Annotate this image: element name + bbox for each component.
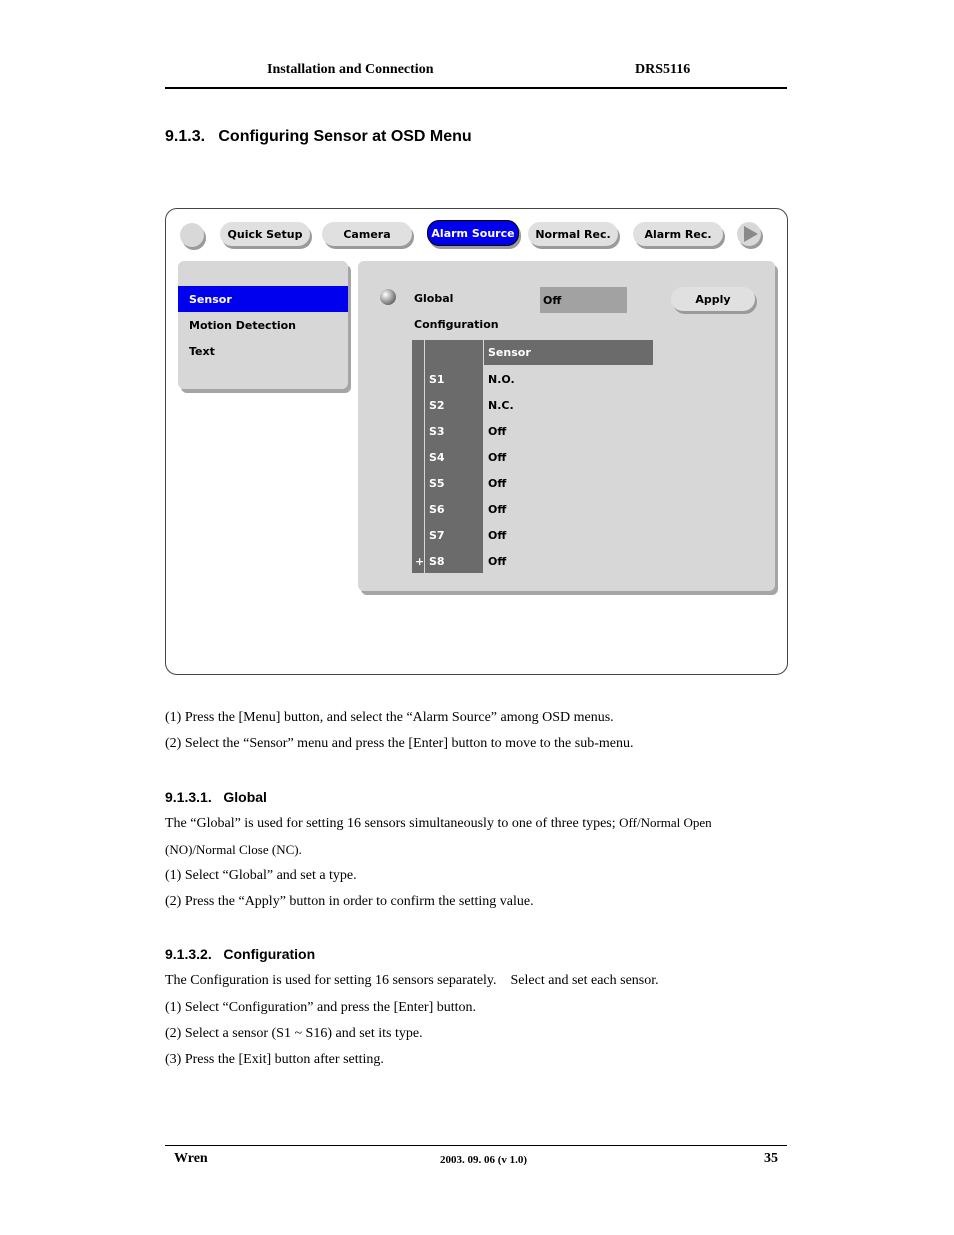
tab-alarm-source[interactable]: Alarm Source bbox=[427, 220, 519, 246]
table-row-s8-id[interactable]: S8 bbox=[429, 554, 445, 568]
sensor-panel bbox=[358, 261, 775, 591]
table-row-s1-id[interactable]: S1 bbox=[429, 372, 445, 386]
sensor-table bbox=[412, 340, 653, 573]
configuration-description: The Configuration is used for setting 16 sensors separately. Select and set each sensor. bbox=[165, 973, 659, 988]
table-row-s3-id[interactable]: S3 bbox=[429, 424, 445, 438]
footer-rule bbox=[165, 1145, 787, 1146]
table-row-s2-value[interactable]: N.C. bbox=[488, 398, 514, 412]
intro-step-2: (2) Select the “Sensor” menu and press the [Enter] button to move to the sub-menu. bbox=[165, 736, 634, 751]
tab-camera[interactable]: Camera bbox=[322, 222, 412, 246]
play-right-icon bbox=[737, 222, 761, 246]
global-description-b: Off/Normal Open bbox=[619, 815, 712, 830]
table-row-s6-value[interactable]: Off bbox=[488, 502, 507, 516]
table-row-s6-id[interactable]: S6 bbox=[429, 502, 445, 516]
sidebar-item-text[interactable]: Text bbox=[189, 344, 215, 358]
nav-forward-button[interactable] bbox=[737, 222, 761, 246]
table-more-marker: + bbox=[415, 554, 425, 568]
table-marker-column bbox=[412, 340, 424, 573]
global-radio-icon[interactable] bbox=[380, 289, 396, 305]
header-rule bbox=[165, 87, 787, 89]
sidebar-panel bbox=[178, 261, 348, 389]
sidebar-item-motion-detection[interactable]: Motion Detection bbox=[189, 318, 296, 332]
table-row-s4-value[interactable]: Off bbox=[488, 450, 507, 464]
global-value-select[interactable]: Off bbox=[540, 287, 627, 313]
footer-page-number: 35 bbox=[764, 1151, 778, 1166]
global-description bbox=[165, 815, 712, 832]
header-left: Installation and Connection bbox=[267, 62, 434, 77]
table-row-s4-id[interactable]: S4 bbox=[429, 450, 445, 464]
tab-quick-setup[interactable]: Quick Setup bbox=[220, 222, 310, 246]
footer-left: Wren bbox=[174, 1151, 208, 1166]
header-right: DRS5116 bbox=[635, 62, 691, 77]
configuration-step-3: (3) Press the [Exit] button after setting. bbox=[165, 1052, 384, 1067]
global-title: 9.1.3.1. Global bbox=[165, 789, 267, 805]
table-row-s3-value[interactable]: Off bbox=[488, 424, 507, 438]
global-step-2: (2) Press the “Apply” button in order to confirm the setting value. bbox=[165, 894, 534, 909]
table-row-s5-value[interactable]: Off bbox=[488, 476, 507, 490]
sidebar-item-sensor[interactable]: Sensor bbox=[178, 286, 348, 312]
global-description-c: (NO)/Normal Close (NC). bbox=[165, 842, 302, 857]
table-header-sensor: Sensor bbox=[484, 340, 653, 365]
nav-back-button[interactable] bbox=[180, 223, 204, 247]
table-row-s7-id[interactable]: S7 bbox=[429, 528, 445, 542]
apply-button[interactable]: Apply bbox=[671, 287, 755, 311]
global-description-a: The “Global” is used for setting 16 sensors simultaneously to one of three types; bbox=[165, 816, 620, 831]
tab-normal-rec[interactable]: Normal Rec. bbox=[528, 222, 618, 246]
tab-alarm-rec[interactable]: Alarm Rec. bbox=[633, 222, 723, 246]
table-row-s7-value[interactable]: Off bbox=[488, 528, 507, 542]
osd-screen bbox=[165, 208, 788, 675]
configuration-label[interactable]: Configuration bbox=[414, 317, 499, 331]
table-row-s8-value[interactable]: Off bbox=[488, 554, 507, 568]
global-label: Global bbox=[414, 291, 454, 305]
table-row-s5-id[interactable]: S5 bbox=[429, 476, 445, 490]
configuration-title: 9.1.3.2. Configuration bbox=[165, 946, 316, 962]
configuration-step-1: (1) Select “Configuration” and press the [Enter] button. bbox=[165, 1000, 477, 1015]
configuration-step-2: (2) Select a sensor (S1 ~ S16) and set its type. bbox=[165, 1026, 423, 1041]
table-row-s2-id[interactable]: S2 bbox=[429, 398, 445, 412]
global-step-1: (1) Select “Global” and set a type. bbox=[165, 868, 357, 883]
table-row-s1-value[interactable]: N.O. bbox=[488, 372, 515, 386]
section-title: 9.1.3. Configuring Sensor at OSD Menu bbox=[165, 128, 472, 145]
footer-center: 2003. 09. 06 (v 1.0) bbox=[440, 1154, 528, 1166]
intro-step-1: (1) Press the [Menu] button, and select the “Alarm Source” among OSD menus. bbox=[165, 710, 614, 725]
